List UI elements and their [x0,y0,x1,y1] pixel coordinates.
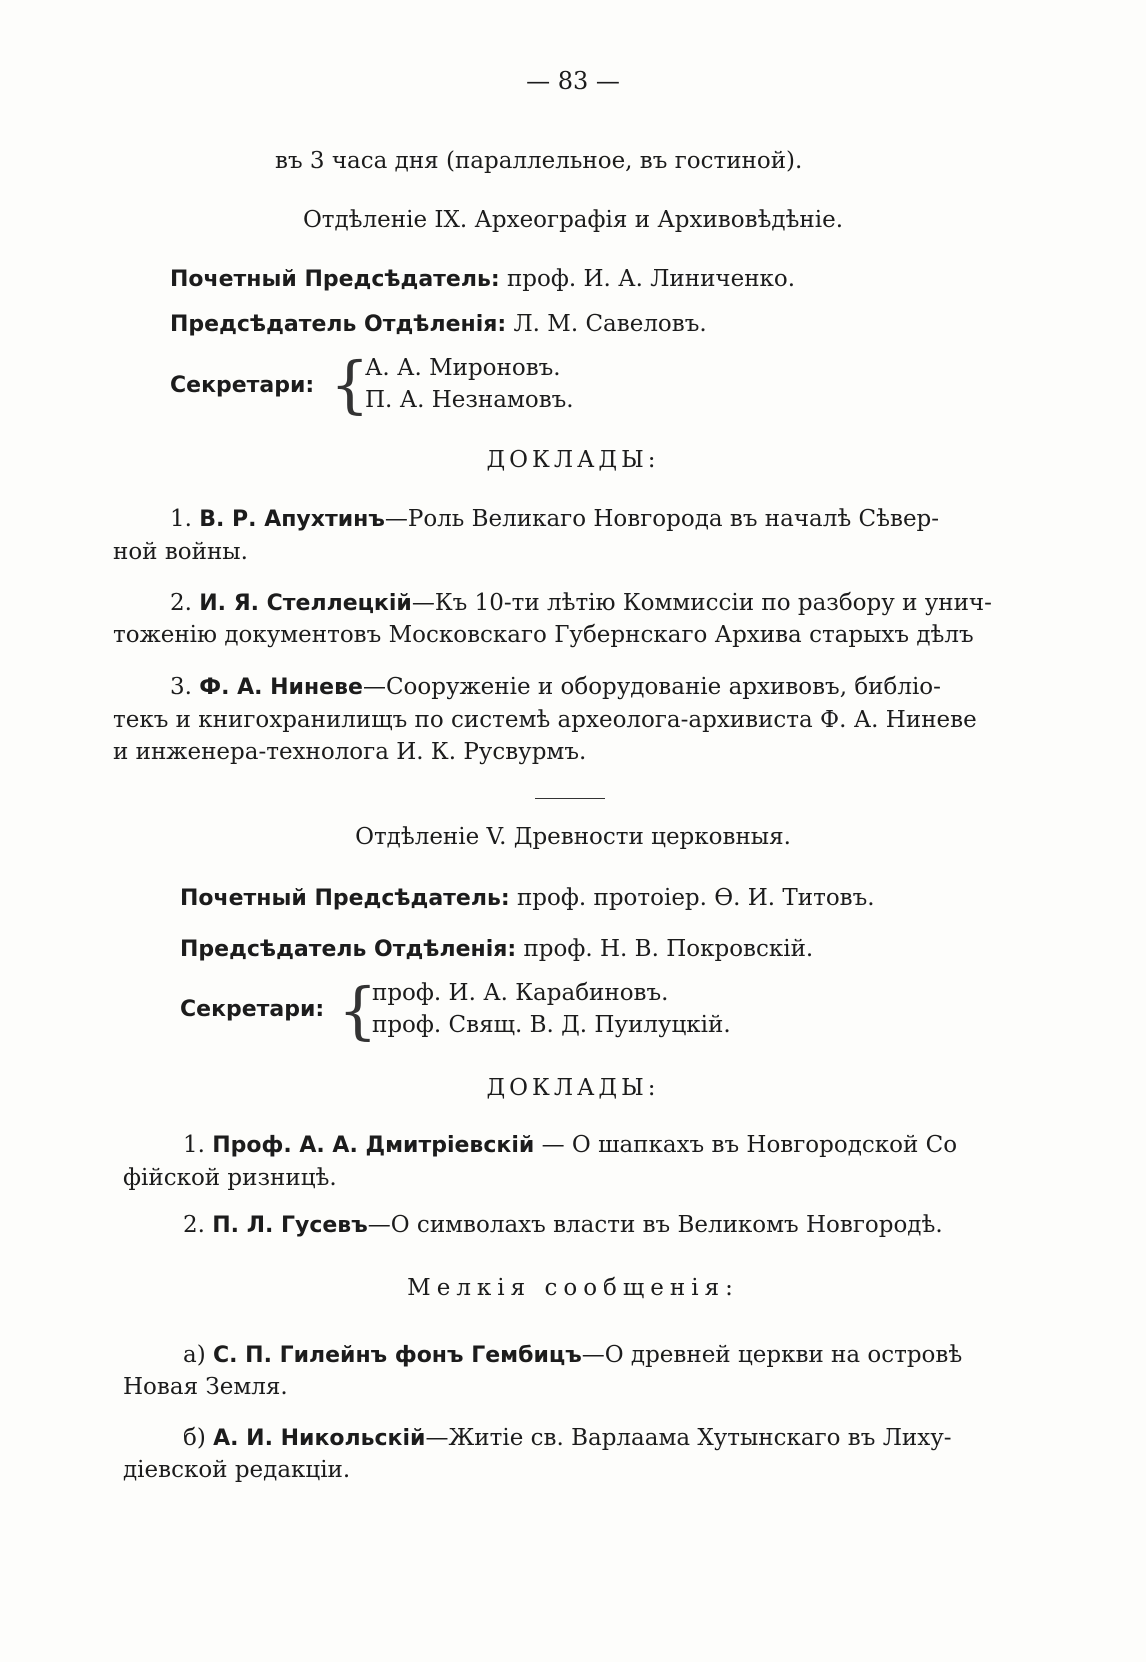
report-author: В. Р. Апухтинъ [199,507,385,532]
chair-label: Предсѣдатель Отдѣленія: [170,312,507,337]
report-title: —Сооруженіе и оборудованіе архивовъ, библіо- [362,674,941,700]
report-2-line-2: тоженію документовъ Московскаго Губернскаго Архива старыхъ дѣлъ [113,622,974,648]
message-author: А. И. Никольскій [213,1426,426,1451]
report-2-line-1 [183,1210,943,1241]
message-title: —Житіе св. Варлаама Хутынскаго въ Лиху- [425,1425,952,1451]
chair-row [170,309,707,340]
report-1-line-1 [183,1130,957,1161]
report-number: 2. [183,1212,213,1238]
report-number: 1. [170,506,200,532]
report-number: 1. [183,1132,213,1158]
message-author: С. П. Гилейнъ фонъ Гембицъ [213,1343,582,1368]
small-messages-heading: Мелкія сообщенія: [407,1275,739,1301]
secretaries-label: Секретари: [170,373,315,398]
report-number: 2. [170,590,200,616]
secretary-name: проф. Свящ. В. Д. Пуилуцкій. [372,1012,731,1038]
report-title: — О шапкахъ въ Новгородской Со [534,1132,958,1158]
secretary-name: проф. И. А. Карабиновъ. [372,980,669,1006]
report-3-line-1 [170,672,941,703]
chair-name: Л. М. Савеловъ. [506,311,707,337]
report-1-line-1 [170,504,939,535]
report-number: 3. [170,674,200,700]
chair-row [180,934,813,965]
secretary-name: П. А. Незнамовъ. [365,387,574,413]
secretary-name: А. А. Мироновъ. [365,355,561,381]
report-1-line-2: ной войны. [113,539,248,565]
message-b-line-2: діевской редакціи. [123,1457,351,1483]
section-divider [535,798,605,799]
section-title: Отдѣленіе V. Древности церковныя. [355,824,791,850]
honorary-chair-label: Почетный Предсѣдатель: [180,886,510,911]
section-title: Отдѣленіе IX. Археографія и Архивовѣдѣніе. [302,207,844,233]
chair-label: Предсѣдатель Отдѣленія: [180,937,517,962]
chair-name: проф. Н. В. Покровскій. [516,936,814,962]
honorary-chair-name: проф. И. А. Линиченко. [499,266,796,292]
brace-icon: { [338,974,378,1047]
report-2-line-1 [170,588,992,619]
report-author: Проф. А. А. Дмитріевскій [212,1133,535,1158]
honorary-chair-row [170,264,795,295]
page-number: — 83 — [526,67,620,95]
report-1-line-2: фійской ризницѣ. [123,1165,337,1191]
report-author: И. Я. Стеллецкій [199,591,412,616]
message-b-line-1 [183,1423,952,1454]
report-author: П. Л. Гусевъ [212,1213,368,1238]
report-3-line-3: и инженера-технолога И. К. Русвурмъ. [113,739,587,765]
intro-line: въ 3 часа дня (параллельное, въ гостиной). [275,148,803,174]
report-title: —Къ 10-ти лѣтію Коммиссіи по разбору и унич- [411,590,992,616]
honorary-chair-row [180,883,875,914]
message-a-line-2: Новая Земля. [123,1374,288,1400]
reports-heading: ДОКЛАДЫ: [486,447,660,473]
reports-heading: ДОКЛАДЫ: [486,1075,660,1101]
message-number: а) [183,1342,213,1368]
report-title: —О символахъ власти въ Великомъ Новгородѣ. [367,1212,943,1238]
honorary-chair-label: Почетный Предсѣдатель: [170,267,500,292]
message-title: —О древней церкви на островѣ [581,1342,963,1368]
report-3-line-2: текъ и книгохранилищъ по системѣ археолога-архивиста Ф. А. Ниневе [113,707,977,733]
secretaries-label: Секретари: [180,997,325,1022]
brace-icon: { [330,348,370,421]
message-number: б) [183,1425,214,1451]
message-a-line-1 [183,1340,962,1371]
report-author: Ф. А. Ниневе [199,675,363,700]
honorary-chair-name: проф. протоіер. Ѳ. И. Титовъ. [509,885,875,911]
report-title: —Роль Великаго Новгорода въ началѣ Сѣвер- [384,506,940,532]
